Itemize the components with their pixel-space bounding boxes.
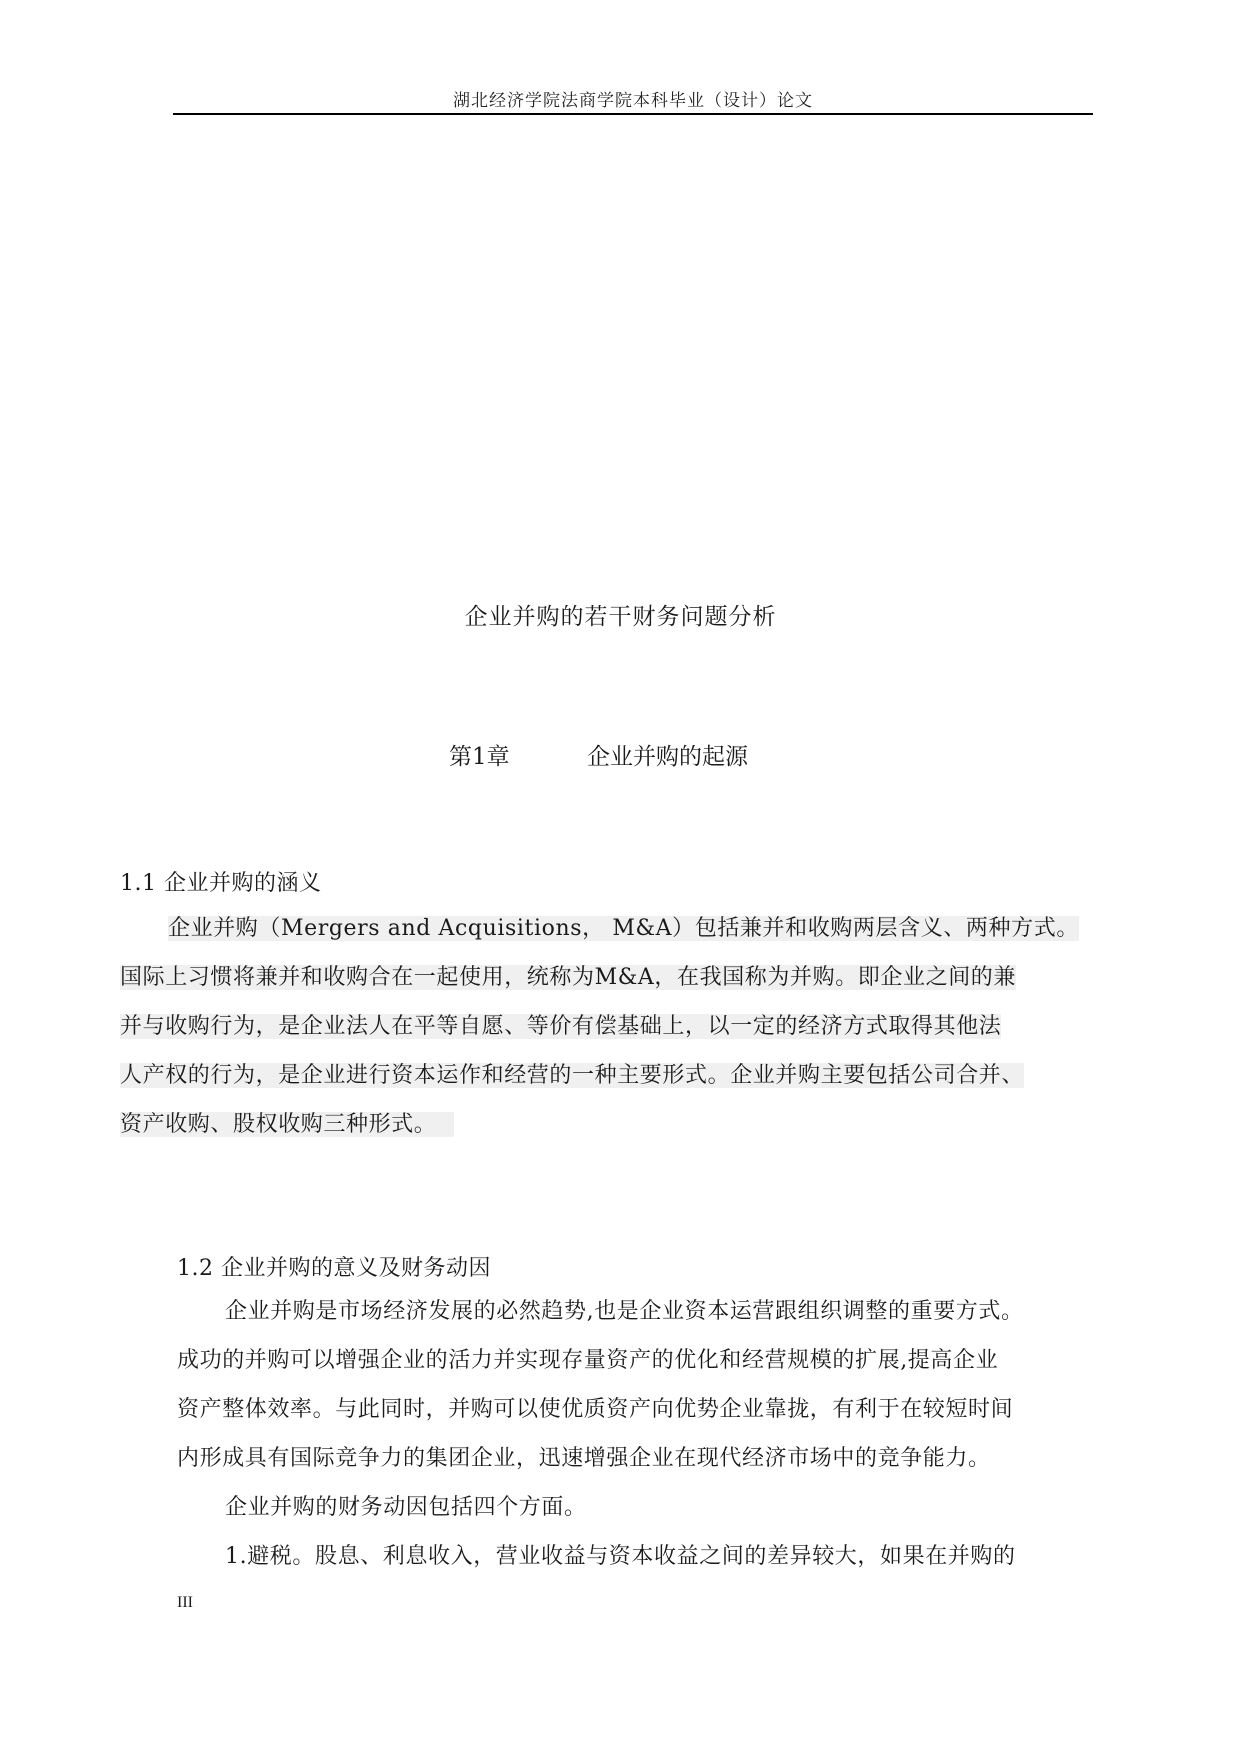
- section-heading-1-2: 1.2 企业并购的意义及财务动因: [177, 1256, 491, 1281]
- section-1-2-paragraph-3: [225, 1532, 1093, 1581]
- paragraph-line: 国际上习惯将兼并和收购合在一起使用，统称为M&A，在我国称为并购。即企业之间的兼: [120, 965, 1016, 990]
- page-number: III: [177, 1594, 193, 1611]
- section-1-2-paragraph-2: [225, 1483, 1093, 1532]
- paragraph-line: 资产收购、股权收购三种形式。: [120, 1112, 454, 1137]
- running-header: 湖北经济学院法商学院本科毕业（设计）论文: [453, 91, 813, 111]
- section-1-1-paragraph: [120, 904, 1090, 1149]
- paragraph-line: 资产整体效率。与此同时，并购可以使优质资产向优势企业靠拢，有利于在较短时间: [177, 1397, 1014, 1422]
- paragraph-line: 企业并购是市场经济发展的必然趋势,也是企业资本运营跟组织调整的重要方式。: [225, 1299, 1024, 1324]
- chapter-name: 企业并购的起源: [587, 744, 748, 770]
- document-title: 企业并购的若干财务问题分析: [464, 604, 777, 630]
- paragraph-line: 企业并购（Mergers and Acquisitions， M&A）包括兼并和收购两层含义、两种方式。: [168, 916, 1079, 941]
- paragraph-line: 企业并购的财务动因包括四个方面。: [225, 1495, 587, 1520]
- header-divider: [173, 113, 1093, 115]
- paragraph-line: 并与收购行为，是企业法人在平等自愿、等价有偿基础上，以一定的经济方式取得其他法: [120, 1014, 1002, 1039]
- chapter-number: 第1章: [449, 744, 510, 770]
- paragraph-line: 成功的并购可以增强企业的活力并实现存量资产的优化和经营规模的扩展,提高企业: [177, 1348, 999, 1373]
- paragraph-line: 1.避税。股息、利息收入，营业收益与资本收益之间的差异较大，如果在并购的: [225, 1544, 1016, 1569]
- paragraph-line: 人产权的行为，是企业进行资本运作和经营的一种主要形式。企业并购主要包括公司合并、: [120, 1063, 1025, 1088]
- section-1-2-paragraph-1: [177, 1287, 1093, 1483]
- section-heading-1-1: 1.1 企业并购的涵义: [120, 871, 322, 896]
- paragraph-line: 内形成具有国际竞争力的集团企业，迅速增强企业在现代经济市场中的竞争能力。: [177, 1446, 991, 1471]
